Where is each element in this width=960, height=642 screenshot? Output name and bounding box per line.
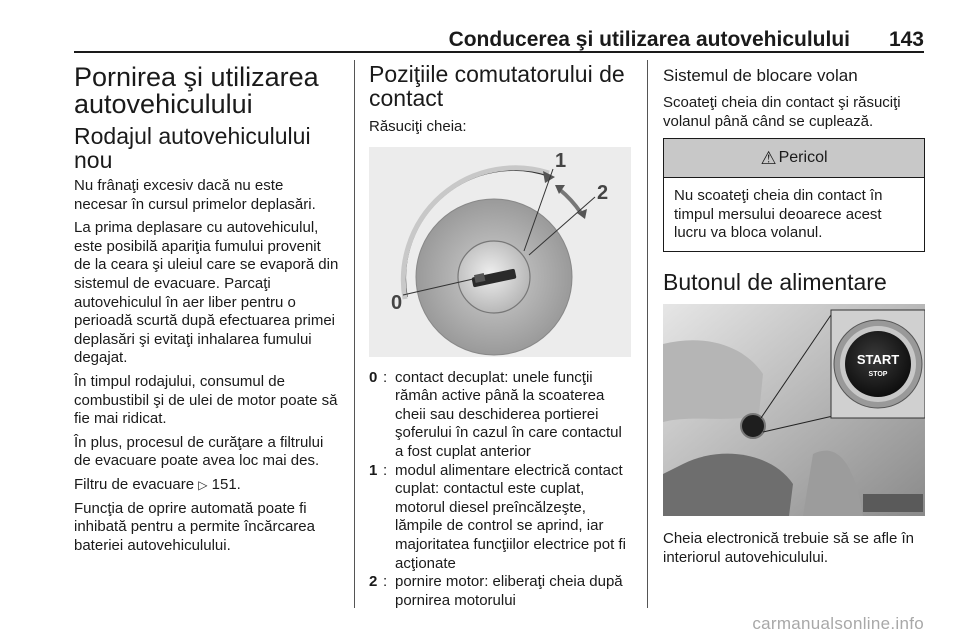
section-title: Poziţiile comutatorului de contact	[369, 61, 625, 111]
legend-text: modul alimentare electrică contact cuplat: contactul este cuplat, motorul diesel preîncălzeşte, lămpile de control se aprind, iar majoritatea funcţiilor electrice pot fi acţionate	[395, 461, 626, 572]
ignition-switch-illustration	[369, 147, 631, 357]
legend-colon: :	[383, 573, 388, 591]
header-rule	[74, 51, 924, 53]
position-label-1: 1	[555, 149, 567, 172]
legend-colon: :	[383, 461, 388, 479]
legend-item	[369, 369, 633, 462]
paragraph: Nu frânaţi excesiv dacă nu este necesar în cursul primelor deplasări.	[74, 177, 316, 213]
section-title: Pornirea şi utilizarea autovehiculului	[74, 62, 319, 119]
warning-body: Nu scoateţi cheia din contact în timpul mersului deoarece acest lucru va bloca volanul.	[674, 187, 883, 242]
column-divider	[354, 60, 355, 608]
column-ignition	[369, 62, 633, 610]
reference-text: Filtru de evacuare	[74, 475, 195, 493]
legend-item	[369, 573, 633, 610]
footer-watermark: carmanualsonline.info	[752, 614, 924, 633]
header-title: Conducerea şi utilizarea autovehiculului	[448, 28, 850, 51]
section-title: Sistemul de blocare volan	[663, 66, 858, 85]
legend-text: pornire motor: eliberaţi cheia după pornirea motorului	[395, 573, 623, 609]
cross-reference	[74, 476, 340, 495]
paragraph: Cheia electronică trebuie să se afle în interiorul autovehiculului.	[663, 529, 914, 566]
legend-number: 2	[369, 573, 378, 591]
column-starting	[74, 62, 340, 560]
warning-box	[663, 138, 925, 252]
warning-triangle-icon: ⚠	[760, 147, 777, 168]
legend-text: contact decuplat: unele funcţii rămân active până la scoaterea cheii sau deschiderea portierei şoferului în cazul în care contactul a fost cuplat anterior	[395, 368, 622, 460]
warning-title: Pericol	[778, 149, 828, 167]
legend-number: 1	[369, 461, 378, 479]
stop-label: STOP	[868, 370, 888, 378]
paragraph: Scoateţi cheia din contact şi răsuciţi volanul până când se cuplează.	[663, 94, 901, 130]
page-number: 143	[888, 28, 924, 51]
start-label: START	[856, 351, 900, 367]
ignition-switch-figure	[369, 147, 631, 357]
column-divider	[647, 60, 648, 608]
subsection-title: Rodajul autovehiculului nou	[74, 123, 311, 173]
paragraph: În plus, procesul de curăţare a filtrului de evacuare poate avea loc mai des.	[74, 433, 324, 470]
legend-number: 0	[369, 368, 378, 386]
column-steering-lock	[663, 62, 925, 574]
position-label-0: 0	[391, 291, 403, 314]
section-title: Butonul de alimentare	[663, 268, 887, 295]
reference-page[interactable]: 151.	[211, 475, 241, 493]
position-label-2: 2	[597, 181, 609, 204]
position-legend	[369, 369, 633, 611]
intro-text: Răsuciţi cheia:	[369, 118, 467, 135]
warning-header	[664, 139, 924, 178]
paragraph: La prima deplasare cu autovehiculul, este posibilă apariţia fumului provenit de la ceara şi uleiul care se evaporă din sistemul de evacuare. Parcaţi autovehiculul în aer liber pentru o perioadă scurtă după efectuarea primei deplasări şi evitaţi inhalarea fumului degajat.	[74, 219, 339, 367]
paragraph: Funcţia de oprire automată poate fi inhibată pentru a permite încărcarea bateriei autovehiculului.	[74, 499, 315, 554]
legend-item	[369, 462, 633, 574]
paragraph: În timpul rodajului, consumul de combustibil şi de ulei de motor poate să fie mai ridicat.	[74, 372, 338, 428]
power-button-figure	[663, 304, 925, 516]
legend-colon: :	[383, 368, 388, 386]
power-button-illustration	[663, 304, 925, 516]
reference-arrow-icon: ▷	[198, 477, 208, 492]
